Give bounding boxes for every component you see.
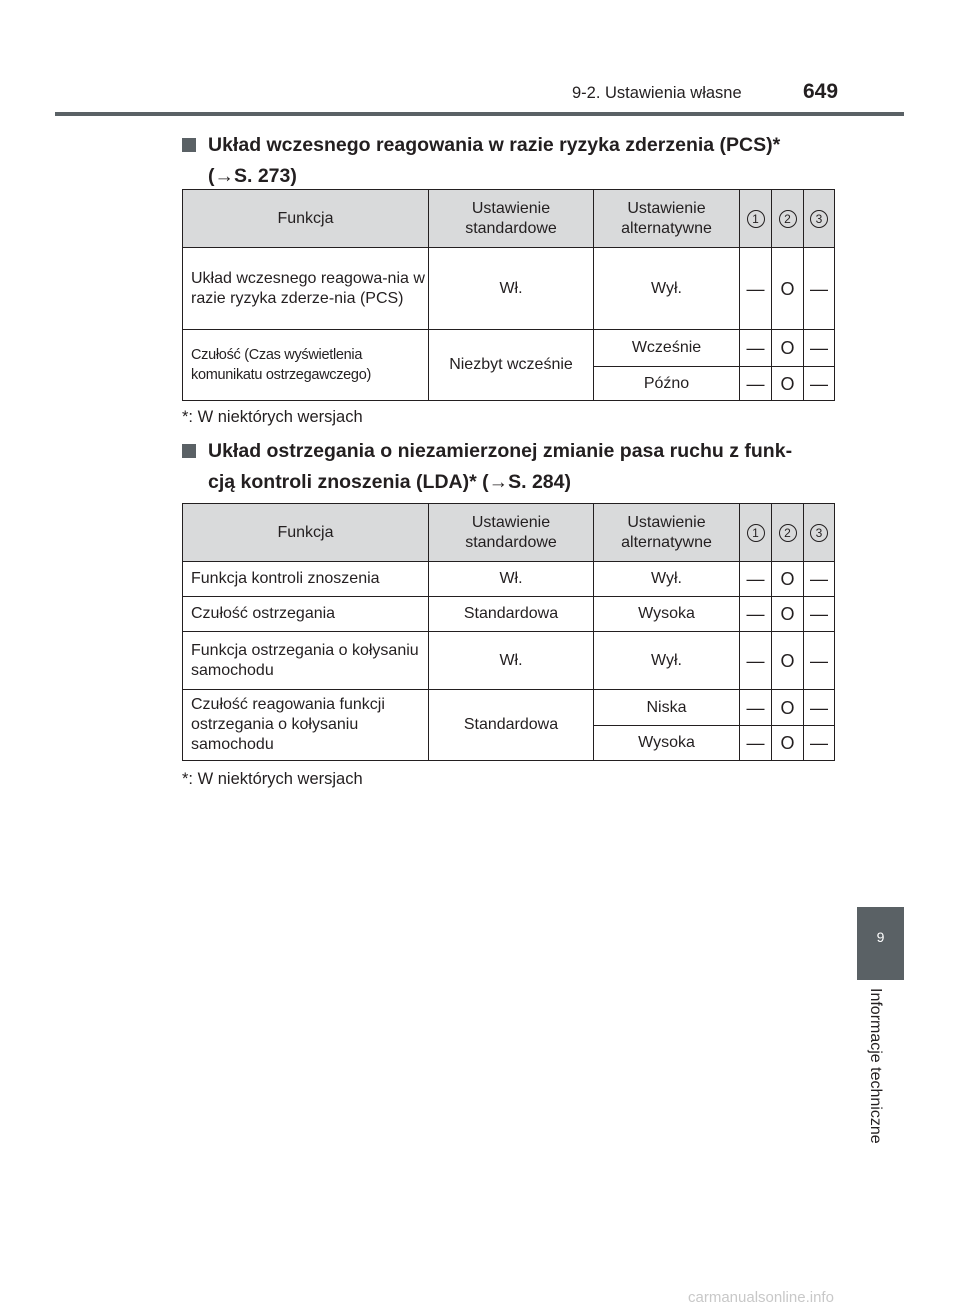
cell-function: Funkcja kontroli znoszenia <box>183 562 429 597</box>
cell-method-1: — <box>740 632 772 690</box>
cell-method-3: — <box>804 597 835 632</box>
cell-function: Funkcja ostrzegania o kołysaniu samochodu <box>183 632 429 690</box>
chapter-side-label <box>862 988 884 1178</box>
section-heading-text: Układ wczesnego reagowania w razie ryzyka zderzenia (PCS)* (→S. 273) <box>208 134 781 187</box>
header-method-2 <box>772 190 804 248</box>
cell-alternative: Późno <box>594 367 740 401</box>
header-section-title: 9-2. Ustawienia własne <box>572 84 742 102</box>
cell-method-1: — <box>740 248 772 330</box>
header-method-2 <box>772 504 804 562</box>
cell-alternative: Wysoka <box>594 597 740 632</box>
table-header-row <box>183 190 835 248</box>
table-row <box>183 632 835 690</box>
page-number: 649 <box>803 80 839 103</box>
page-reference[interactable]: S. 273) <box>234 165 297 187</box>
cell-method-2: O <box>772 330 804 367</box>
cell-function: Czułość ostrzegania <box>183 597 429 632</box>
watermark: carmanualsonline.info <box>688 1289 834 1306</box>
cell-method-1: — <box>740 330 772 367</box>
header-method-3 <box>804 504 835 562</box>
cell-method-1: — <box>740 597 772 632</box>
cell-alternative: Wył. <box>594 632 740 690</box>
cell-method-2: O <box>772 690 804 726</box>
cell-method-2: O <box>772 726 804 761</box>
cell-method-3: — <box>804 330 835 367</box>
chapter-side-tab[interactable] <box>857 907 904 980</box>
table-row <box>183 330 835 367</box>
header-function: Funkcja <box>183 190 429 248</box>
footnote: *: W niektórych wersjach <box>182 770 363 788</box>
cell-default: Standardowa <box>429 597 594 632</box>
cell-alternative: Wył. <box>594 248 740 330</box>
header-function: Funkcja <box>183 504 429 562</box>
square-bullet-icon <box>182 138 196 152</box>
page-reference[interactable]: S. 284) <box>508 471 571 493</box>
cell-function: Czułość reagowania funkcji ostrzegania o kołysaniu samochodu <box>183 690 429 761</box>
table-header-row <box>183 504 835 562</box>
cell-method-3: — <box>804 367 835 401</box>
circled-number-2-icon: 2 <box>779 524 797 542</box>
section-heading-pcs <box>182 130 837 192</box>
cell-method-2: O <box>772 632 804 690</box>
cell-function: Czułość (Czas wyświetlenia komunikatu ostrzegawczego) <box>183 330 429 401</box>
arrow-right-icon: → <box>488 471 509 493</box>
cell-method-3: — <box>804 690 835 726</box>
cell-default: Wł. <box>429 562 594 597</box>
header-alternative-setting: Ustawienie alternatywne <box>594 190 740 248</box>
section-heading-lda <box>182 436 837 498</box>
header-default-setting: Ustawienie standardowe <box>429 504 594 562</box>
cell-method-3: — <box>804 726 835 761</box>
cell-method-1: — <box>740 367 772 401</box>
circled-number-3-icon: 3 <box>810 524 828 542</box>
header-alternative-setting: Ustawienie alternatywne <box>594 504 740 562</box>
chapter-label-text: Informacje techniczne <box>867 988 884 1144</box>
header-method-1 <box>740 190 772 248</box>
cell-alternative: Wcześnie <box>594 330 740 367</box>
cell-method-3: — <box>804 248 835 330</box>
cell-method-2: O <box>772 562 804 597</box>
cell-default: Wł. <box>429 632 594 690</box>
circled-number-1-icon: 1 <box>747 210 765 228</box>
cell-method-1: — <box>740 690 772 726</box>
square-bullet-icon <box>182 444 196 458</box>
footnote: *: W niektórych wersjach <box>182 408 363 426</box>
header-method-1 <box>740 504 772 562</box>
cell-method-2: O <box>772 597 804 632</box>
lda-settings-table <box>182 503 835 761</box>
header-default-setting: Ustawienie standardowe <box>429 190 594 248</box>
cell-method-1: — <box>740 726 772 761</box>
cell-method-1: — <box>740 562 772 597</box>
cell-default: Niezbyt wcześnie <box>429 330 594 401</box>
cell-alternative: Wysoka <box>594 726 740 761</box>
table-row <box>183 248 835 330</box>
cell-method-2: O <box>772 248 804 330</box>
circled-number-3-icon: 3 <box>810 210 828 228</box>
header-method-3 <box>804 190 835 248</box>
cell-default: Standardowa <box>429 690 594 761</box>
cell-function: Układ wczesnego reagowa-nia w razie ryzyka zderze-nia (PCS) <box>183 248 429 330</box>
cell-alternative: Niska <box>594 690 740 726</box>
cell-method-3: — <box>804 632 835 690</box>
cell-default: Wł. <box>429 248 594 330</box>
section-heading-text: Układ ostrzegania o niezamierzonej zmianie pasa ruchu z funk- cją kontroli znoszenia (LDA)* (→S. 284) <box>208 440 793 493</box>
table-row <box>183 562 835 597</box>
chapter-number: 9 <box>876 929 885 945</box>
arrow-right-icon: → <box>214 165 234 187</box>
cell-alternative: Wył. <box>594 562 740 597</box>
circled-number-2-icon: 2 <box>779 210 797 228</box>
pcs-settings-table <box>182 189 835 401</box>
table-row <box>183 597 835 632</box>
header-rule <box>55 112 904 116</box>
circled-number-1-icon: 1 <box>747 524 765 542</box>
table-row <box>183 690 835 726</box>
cell-method-3: — <box>804 562 835 597</box>
cell-method-2: O <box>772 367 804 401</box>
